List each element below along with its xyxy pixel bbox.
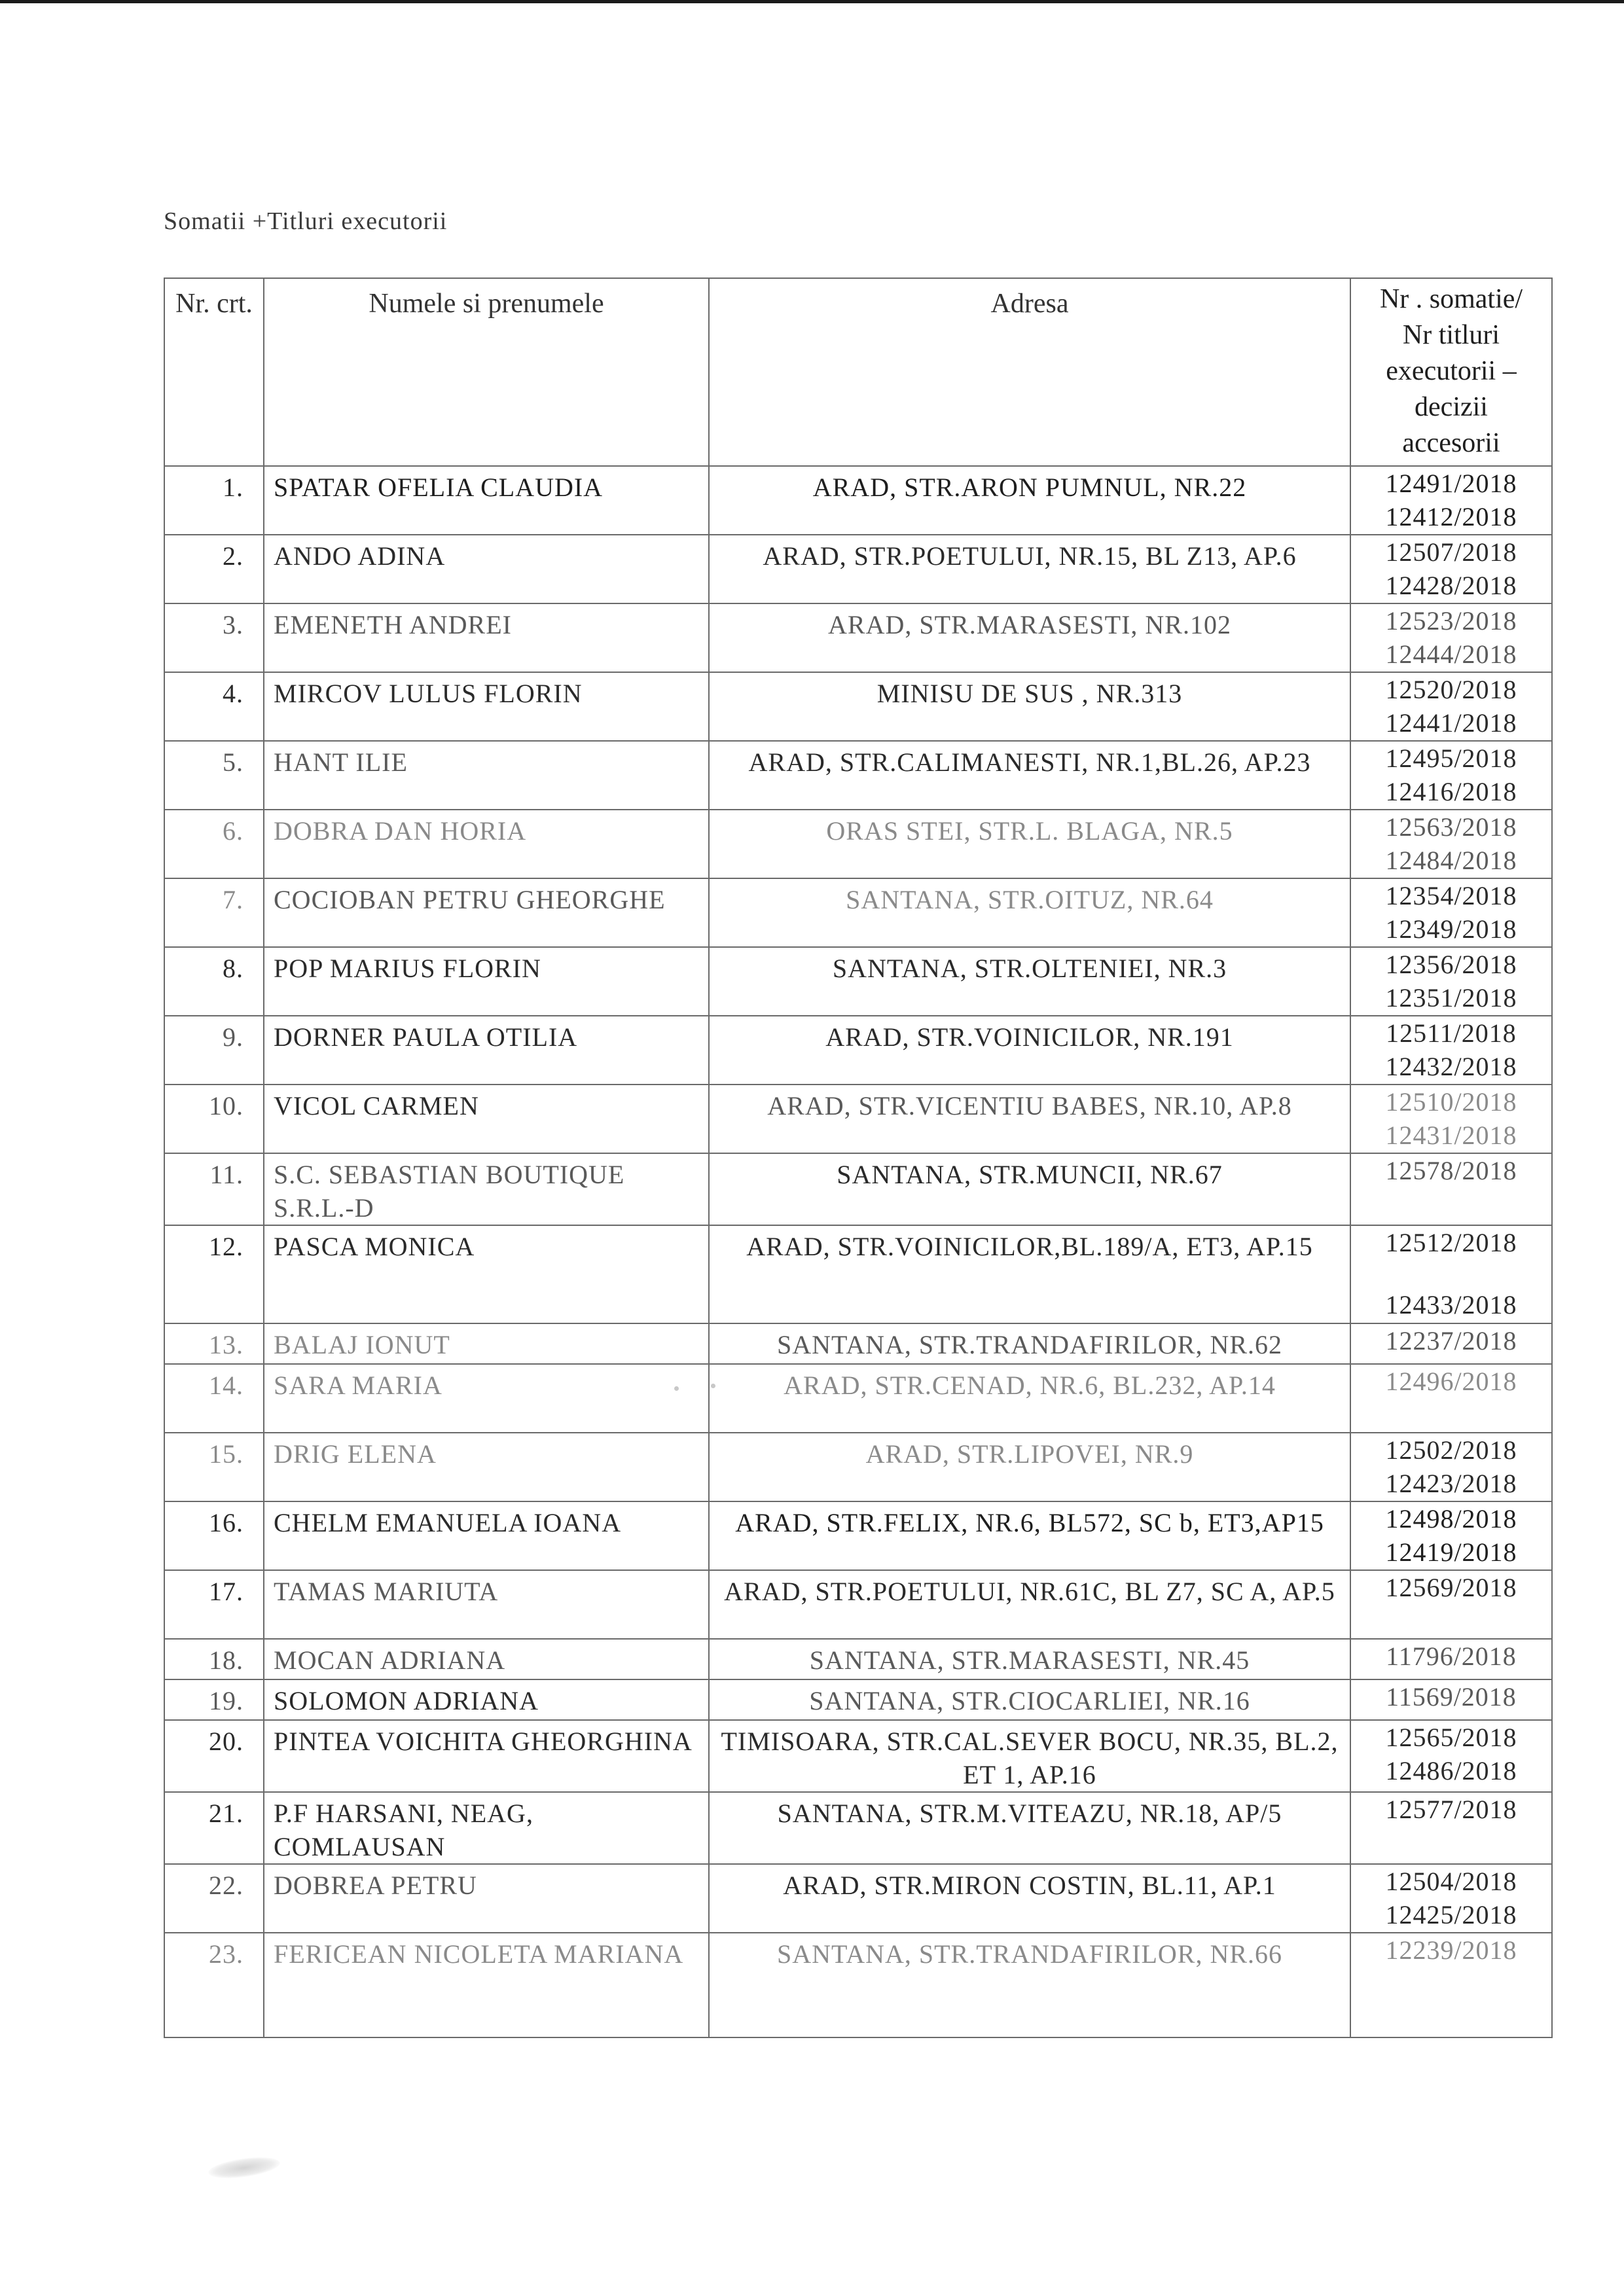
doc-number: 12577/2018 (1385, 1795, 1517, 1824)
row-doc-numbers (1350, 1864, 1552, 1933)
row-number: 22. (164, 1864, 264, 1933)
header-doc-line: accesorii (1402, 428, 1500, 458)
row-address: ARAD, STR.FELIX, NR.6, BL572, SC b, ET3,AP15 (709, 1501, 1350, 1570)
row-doc-numbers (1350, 1364, 1552, 1433)
row-doc-numbers (1350, 741, 1552, 810)
table-row (164, 1679, 1552, 1720)
header-doc-numbers (1350, 278, 1552, 466)
table-row (164, 1864, 1552, 1933)
row-address: SANTANA, STR.TRANDAFIRILOR, NR.66 (709, 1933, 1350, 2037)
doc-number: 12563/2018 (1385, 812, 1517, 842)
row-address: SANTANA, STR.OITUZ, NR.64 (709, 878, 1350, 947)
row-name: CHELM EMANUELA IOANA (264, 1501, 709, 1570)
row-name: MIRCOV LULUS FLORIN (264, 672, 709, 741)
row-doc-numbers (1350, 1501, 1552, 1570)
row-doc-numbers (1350, 1433, 1552, 1501)
doc-number: 12565/2018 (1385, 1723, 1517, 1752)
row-number: 10. (164, 1085, 264, 1153)
row-address: ARAD, STR.POETULUI, NR.61C, BL Z7, SC A, AP.5 (709, 1570, 1350, 1639)
row-number: 3. (164, 603, 264, 672)
doc-number: 12237/2018 (1385, 1326, 1517, 1355)
row-name: POP MARIUS FLORIN (264, 947, 709, 1016)
doc-number: 12412/2018 (1385, 502, 1517, 531)
row-address: SANTANA, STR.TRANDAFIRILOR, NR.62 (709, 1323, 1350, 1364)
row-address: ARAD, STR.POETULUI, NR.15, BL Z13, AP.6 (709, 535, 1350, 603)
row-doc-numbers (1350, 1323, 1552, 1364)
row-number: 12. (164, 1225, 264, 1323)
row-number: 20. (164, 1720, 264, 1792)
doc-number: 12496/2018 (1385, 1367, 1517, 1396)
table-row (164, 947, 1552, 1016)
row-address: ORAS STEI, STR.L. BLAGA, NR.5 (709, 810, 1350, 878)
row-number: 5. (164, 741, 264, 810)
row-number: 7. (164, 878, 264, 947)
doc-number: 12498/2018 (1385, 1504, 1517, 1534)
doc-number: 12425/2018 (1385, 1900, 1517, 1929)
doc-number: 12354/2018 (1385, 881, 1517, 910)
doc-number: 12507/2018 (1385, 537, 1517, 567)
doc-number: 12444/2018 (1385, 639, 1517, 669)
row-address: ARAD, STR.ARON PUMNUL, NR.22 (709, 466, 1350, 535)
row-doc-numbers (1350, 1933, 1552, 2037)
row-doc-numbers (1350, 1792, 1552, 1864)
table-row (164, 1570, 1552, 1639)
header-doc-line: Nr . somatie/ (1379, 284, 1523, 314)
row-doc-numbers (1350, 1639, 1552, 1679)
row-address: ARAD, STR.CALIMANESTI, NR.1,BL.26, AP.23 (709, 741, 1350, 810)
row-doc-numbers (1350, 1016, 1552, 1085)
doc-number: 12569/2018 (1385, 1573, 1517, 1602)
row-name: DORNER PAULA OTILIA (264, 1016, 709, 1085)
table-header-row (164, 278, 1552, 466)
header-doc-line: Nr titluri (1402, 320, 1500, 350)
row-number: 14. (164, 1364, 264, 1433)
header-doc-line: executorii – (1386, 356, 1517, 386)
row-address: ARAD, STR.VICENTIU BABES, NR.10, AP.8 (709, 1085, 1350, 1153)
table-row (164, 1225, 1552, 1323)
doc-number: 12433/2018 (1385, 1290, 1517, 1319)
row-name: PASCA MONICA (264, 1225, 709, 1323)
doc-number: 12520/2018 (1385, 675, 1517, 704)
header-name: Numele si prenumele (264, 278, 709, 466)
row-address: TIMISOARA, STR.CAL.SEVER BOCU, NR.35, BL.2, ET 1, AP.16 (709, 1720, 1350, 1792)
doc-number: 12511/2018 (1386, 1018, 1517, 1048)
row-address: ARAD, STR.LIPOVEI, NR.9 (709, 1433, 1350, 1501)
doc-number: 12432/2018 (1385, 1052, 1517, 1081)
doc-number: 12495/2018 (1385, 744, 1517, 773)
ink-smudge (208, 2153, 281, 2181)
row-doc-numbers (1350, 1720, 1552, 1792)
scan-edge (0, 0, 1624, 3)
row-address: ARAD, STR.VOINICILOR,BL.189/A, ET3, AP.15 (709, 1225, 1350, 1323)
doc-number: 12349/2018 (1385, 914, 1517, 944)
row-number: 16. (164, 1501, 264, 1570)
row-address: ARAD, STR.MARASESTI, NR.102 (709, 603, 1350, 672)
row-name: HANT ILIE (264, 741, 709, 810)
document-title: Somatii +Titluri executorii (164, 207, 448, 235)
row-number: 13. (164, 1323, 264, 1364)
row-doc-numbers (1350, 535, 1552, 603)
doc-number: 12504/2018 (1385, 1867, 1517, 1896)
row-name: BALAJ IONUT (264, 1323, 709, 1364)
row-name: SARA MARIA (264, 1364, 709, 1433)
row-doc-numbers (1350, 603, 1552, 672)
records-table (164, 278, 1553, 2038)
row-name: DRIG ELENA (264, 1433, 709, 1501)
doc-number: 12419/2018 (1385, 1537, 1517, 1567)
table-row (164, 535, 1552, 603)
row-name: EMENETH ANDREI (264, 603, 709, 672)
row-name: SPATAR OFELIA CLAUDIA (264, 466, 709, 535)
doc-number: 12512/2018 (1385, 1228, 1517, 1257)
row-name: PINTEA VOICHITA GHEORGHINA (264, 1720, 709, 1792)
row-name: FERICEAN NICOLETA MARIANA (264, 1933, 709, 2037)
row-number: 2. (164, 535, 264, 603)
row-address: ARAD, STR.MIRON COSTIN, BL.11, AP.1 (709, 1864, 1350, 1933)
table-row (164, 878, 1552, 947)
doc-number: 12416/2018 (1385, 777, 1517, 806)
row-address: SANTANA, STR.CIOCARLIEI, NR.16 (709, 1679, 1350, 1720)
header-nr: Nr. crt. (164, 278, 264, 466)
row-name: TAMAS MARIUTA (264, 1570, 709, 1639)
doc-number: 11569/2018 (1386, 1682, 1517, 1712)
table-row (164, 1501, 1552, 1570)
row-number: 18. (164, 1639, 264, 1679)
doc-number: 12523/2018 (1385, 606, 1517, 636)
table-row (164, 1720, 1552, 1792)
row-address: ARAD, STR.CENAD, NR.6, BL.232, AP.14 (709, 1364, 1350, 1433)
row-number: 4. (164, 672, 264, 741)
doc-number: 12578/2018 (1385, 1156, 1517, 1185)
row-address: ARAD, STR.VOINICILOR, NR.191 (709, 1016, 1350, 1085)
row-name: S.C. SEBASTIAN BOUTIQUE S.R.L.-D (264, 1153, 709, 1225)
doc-number: 12351/2018 (1385, 983, 1517, 1013)
scan-speck (711, 1384, 715, 1388)
row-name: MOCAN ADRIANA (264, 1639, 709, 1679)
doc-number: 12239/2018 (1385, 1935, 1517, 1965)
table-row (164, 741, 1552, 810)
table-row (164, 603, 1552, 672)
row-name: VICOL CARMEN (264, 1085, 709, 1153)
row-doc-numbers (1350, 672, 1552, 741)
row-address: SANTANA, STR.OLTENIEI, NR.3 (709, 947, 1350, 1016)
row-address: SANTANA, STR.MUNCII, NR.67 (709, 1153, 1350, 1225)
row-name: SOLOMON ADRIANA (264, 1679, 709, 1720)
row-number: 11. (164, 1153, 264, 1225)
doc-number: 12491/2018 (1385, 469, 1517, 498)
row-name: P.F HARSANI, NEAG, COMLAUSAN (264, 1792, 709, 1864)
doc-number: 11796/2018 (1386, 1641, 1517, 1671)
row-number: 6. (164, 810, 264, 878)
row-address: SANTANA, STR.M.VITEAZU, NR.18, AP/5 (709, 1792, 1350, 1864)
row-address: MINISU DE SUS , NR.313 (709, 672, 1350, 741)
row-name: DOBRA DAN HORIA (264, 810, 709, 878)
row-doc-numbers (1350, 810, 1552, 878)
row-number: 1. (164, 466, 264, 535)
doc-number: 12428/2018 (1385, 571, 1517, 600)
table-row (164, 672, 1552, 741)
table-row (164, 1153, 1552, 1225)
row-doc-numbers (1350, 1225, 1552, 1323)
row-number: 23. (164, 1933, 264, 2037)
doc-number: 12486/2018 (1385, 1756, 1517, 1785)
row-name: ANDO ADINA (264, 535, 709, 603)
doc-number: 12484/2018 (1385, 846, 1517, 875)
row-number: 19. (164, 1679, 264, 1720)
table-row (164, 1933, 1552, 2037)
row-number: 8. (164, 947, 264, 1016)
scan-speck (674, 1386, 679, 1391)
row-name: DOBREA PETRU (264, 1864, 709, 1933)
row-name: COCIOBAN PETRU GHEORGHE (264, 878, 709, 947)
doc-number: 12502/2018 (1385, 1435, 1517, 1465)
row-address: SANTANA, STR.MARASESTI, NR.45 (709, 1639, 1350, 1679)
doc-number: 12441/2018 (1385, 708, 1517, 738)
row-doc-numbers (1350, 1085, 1552, 1153)
doc-number: 12356/2018 (1385, 950, 1517, 979)
row-number: 15. (164, 1433, 264, 1501)
table-row (164, 1323, 1552, 1364)
table-row (164, 466, 1552, 535)
table-row (164, 1016, 1552, 1085)
doc-number: 12510/2018 (1385, 1087, 1517, 1117)
doc-number: 12431/2018 (1385, 1121, 1517, 1150)
row-doc-numbers (1350, 878, 1552, 947)
row-number: 17. (164, 1570, 264, 1639)
table-row (164, 1433, 1552, 1501)
row-doc-numbers (1350, 466, 1552, 535)
table-row (164, 1792, 1552, 1864)
row-doc-numbers (1350, 1679, 1552, 1720)
doc-spacer (1354, 1259, 1549, 1288)
header-address: Adresa (709, 278, 1350, 466)
row-number: 21. (164, 1792, 264, 1864)
row-doc-numbers (1350, 947, 1552, 1016)
row-doc-numbers (1350, 1570, 1552, 1639)
doc-number: 12423/2018 (1385, 1469, 1517, 1498)
table-row (164, 1639, 1552, 1679)
row-number: 9. (164, 1016, 264, 1085)
row-doc-numbers (1350, 1153, 1552, 1225)
table-row (164, 810, 1552, 878)
header-doc-line: decizii (1415, 392, 1488, 422)
table-row (164, 1364, 1552, 1433)
table-row (164, 1085, 1552, 1153)
